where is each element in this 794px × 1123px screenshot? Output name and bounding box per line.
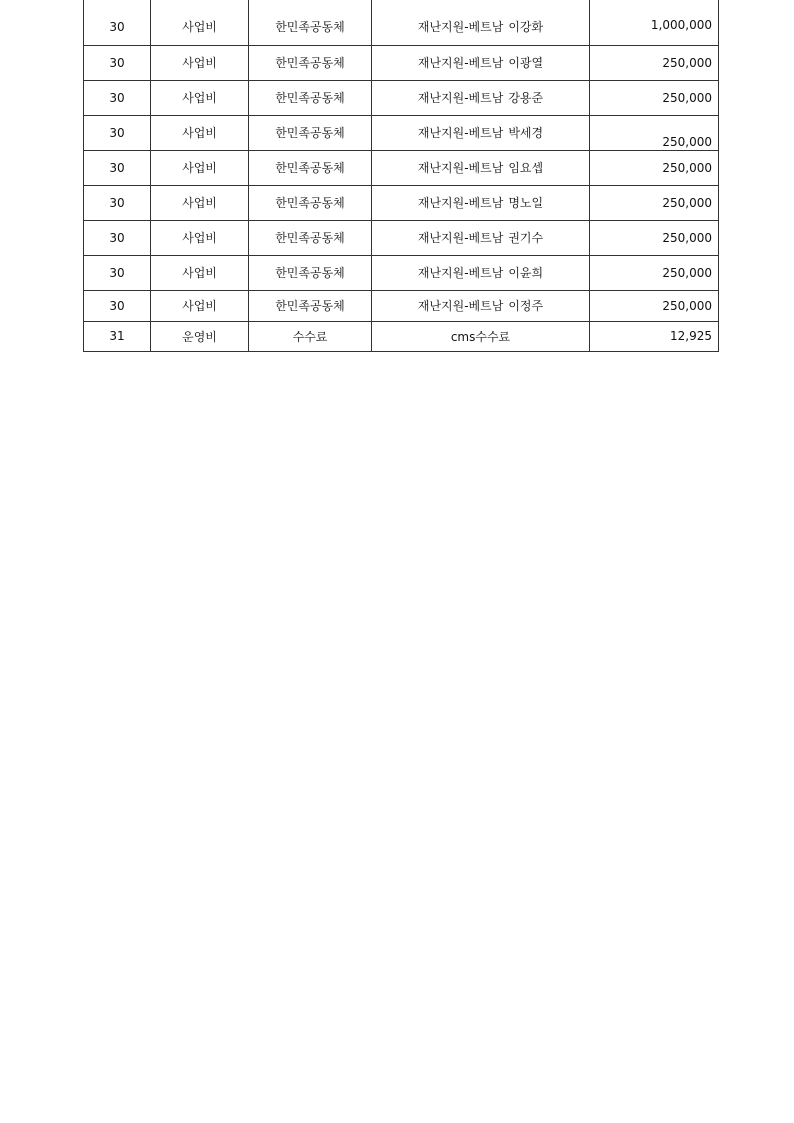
table-row [84,185,719,220]
description-name: 권기수 [508,231,544,245]
expense-ledger-table [83,0,719,352]
table-row [84,321,719,351]
account-cell: 한민족공동체 [249,150,372,185]
amount-cell: 250,000 [590,80,719,115]
description-main: 재난지원-베트남 [417,20,504,35]
row-number-cell: 30 [84,220,151,255]
category-cell: 사업비 [151,220,249,255]
amount-cell: 250,000 [590,290,719,321]
category-cell: 사업비 [151,80,249,115]
account-cell: 한민족공동체 [249,0,372,45]
description-main: 재난지원-베트남 [417,196,504,210]
amount-cell: 250,000 [590,115,719,150]
row-number-cell: 30 [84,0,151,45]
row-number-cell: 30 [84,255,151,290]
description-cell [372,0,590,45]
category-cell: 사업비 [151,290,249,321]
description-main: 재난지원-베트남 [417,266,504,280]
description-cell [372,115,590,150]
account-cell: 한민족공동체 [249,290,372,321]
account-cell: 한민족공동체 [249,45,372,80]
description-name: 이정주 [508,299,544,313]
account-cell: 한민족공동체 [249,80,372,115]
description-name: 이윤희 [508,266,544,280]
description-cell [372,255,590,290]
category-cell: 사업비 [151,255,249,290]
table-row [84,220,719,255]
description-main: 재난지원-베트남 [417,231,504,245]
table-row [84,115,719,150]
description-main: 재난지원-베트남 [417,299,504,313]
description-name: 강용준 [508,91,544,105]
account-cell: 수수료 [249,321,372,351]
description-cell [372,220,590,255]
row-number-cell: 30 [84,80,151,115]
description-name: 임요셉 [508,161,544,175]
description-main: 재난지원-베트남 [417,126,504,140]
table-row [84,255,719,290]
description-name: 이광열 [508,56,544,70]
table-row [84,290,719,321]
category-cell: 사업비 [151,185,249,220]
category-cell: 사업비 [151,115,249,150]
description-cell [372,80,590,115]
table-row [84,80,719,115]
description-cell: cms수수료 [372,321,590,351]
description-cell [372,45,590,80]
category-cell: 운영비 [151,321,249,351]
row-number-cell: 30 [84,45,151,80]
row-number-cell: 30 [84,185,151,220]
table-row [84,0,719,45]
row-number-cell: 30 [84,290,151,321]
account-cell: 한민족공동체 [249,185,372,220]
description-main: 재난지원-베트남 [417,56,504,70]
account-cell: 한민족공동체 [249,255,372,290]
description-name: 명노일 [508,196,544,210]
row-number-cell: 31 [84,321,151,351]
row-number-cell: 30 [84,150,151,185]
account-cell: 한민족공동체 [249,220,372,255]
description-main: 재난지원-베트남 [417,161,504,175]
description-main: 재난지원-베트남 [417,91,504,105]
amount-cell: 250,000 [590,45,719,80]
row-number-cell: 30 [84,115,151,150]
category-cell: 사업비 [151,150,249,185]
description-cell [372,185,590,220]
amount-cell: 12,925 [590,321,719,351]
description-cell [372,150,590,185]
amount-cell: 250,000 [590,220,719,255]
table-row [84,150,719,185]
table-row [84,45,719,80]
description-name: 이강화 [508,20,544,35]
account-cell: 한민족공동체 [249,115,372,150]
amount-cell: 250,000 [590,185,719,220]
amount-cell: 250,000 [590,150,719,185]
amount-cell: 250,000 [590,255,719,290]
category-cell: 사업비 [151,45,249,80]
category-cell: 사업비 [151,0,249,45]
description-name: 박세경 [508,126,544,140]
amount-cell: 1,000,000 [590,0,719,45]
description-cell [372,290,590,321]
